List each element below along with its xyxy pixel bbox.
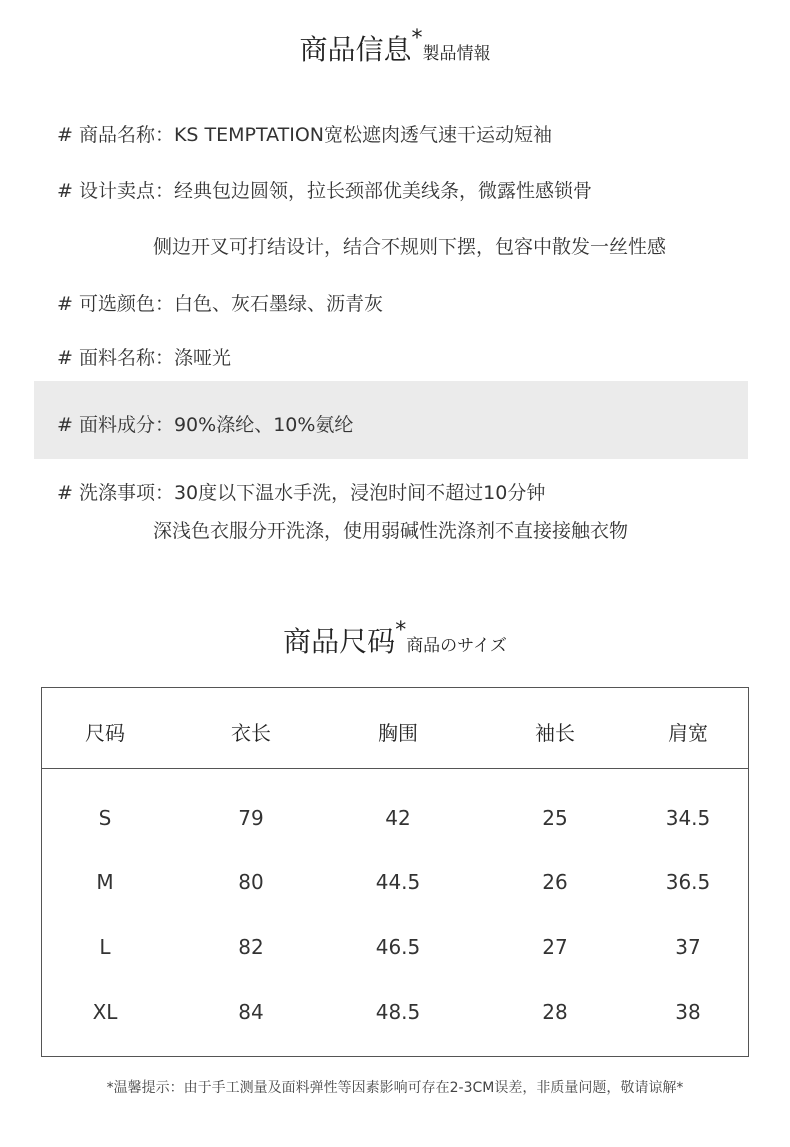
info-row-washing: [57, 478, 545, 505]
info-row-colors: [57, 289, 383, 316]
cell-shoulder: 37: [675, 935, 701, 959]
size-subtitle: 商品のサイズ: [406, 636, 507, 656]
header-sleeve: 袖长: [535, 721, 575, 745]
info-row-fabric-composition: [57, 410, 353, 437]
measurement-disclaimer: *温馨提示：由于手工测量及面料弹性等因素影响可存在2-3CM误差，非质量问题，敬请谅解*: [106, 1080, 684, 1096]
info-row-fabric-name: [57, 343, 231, 370]
cell-length: 84: [238, 1000, 264, 1024]
header-shoulder: 肩宽: [668, 721, 708, 745]
info-value: 涤哑光: [173, 347, 231, 369]
info-row-design-points-continued: 侧边开叉可打结设计，结合不规则下摆，包容中散发一丝性感: [153, 236, 667, 258]
info-value: KS TEMPTATION宽松遮肉透气速干运动短袖: [173, 124, 553, 146]
cell-chest: 42: [385, 806, 411, 830]
product-info-subtitle: 製品情報: [422, 44, 491, 64]
cell-size: S: [98, 806, 112, 830]
info-label: # 商品名称：: [57, 124, 174, 146]
product-info-title-text: 商品信息: [299, 33, 412, 66]
cell-length: 79: [238, 806, 264, 830]
size-section-title: [0, 620, 790, 660]
info-value: 经典包边圆领，拉长颈部优美线条，微露性感锁骨: [173, 180, 592, 202]
cell-chest: 46.5: [375, 935, 421, 959]
info-row-washing-continued: 深浅色衣服分开洗涤，使用弱碱性洗涤剂不直接接触衣物: [153, 520, 629, 542]
product-info-title: [0, 28, 790, 68]
header-size: 尺码: [85, 721, 125, 745]
cell-sleeve: 25: [542, 806, 568, 830]
size-table-header: [42, 688, 748, 769]
cell-length: 80: [238, 870, 264, 894]
cell-chest: 48.5: [375, 1000, 421, 1024]
size-table: [41, 687, 749, 1057]
info-label: # 面料成分：: [57, 414, 174, 436]
cell-shoulder: 34.5: [665, 806, 711, 830]
cell-shoulder: 36.5: [665, 870, 711, 894]
cell-chest: 44.5: [375, 870, 421, 894]
info-row-product-name: [57, 120, 552, 147]
title-star: *: [395, 618, 407, 643]
cell-size: XL: [92, 1000, 118, 1024]
header-length: 衣长: [231, 721, 271, 745]
cell-sleeve: 26: [542, 870, 568, 894]
cell-sleeve: 27: [542, 935, 568, 959]
info-value: 白色、灰石墨绿、沥青灰: [173, 293, 383, 315]
header-chest: 胸围: [378, 721, 418, 745]
cell-length: 82: [238, 935, 264, 959]
cell-size: L: [99, 935, 111, 959]
title-star: *: [411, 26, 423, 51]
size-title-text: 商品尺码: [283, 625, 396, 658]
cell-shoulder: 38: [675, 1000, 701, 1024]
info-value: 90%涤纶、10%氨纶: [173, 414, 354, 436]
info-value: 30度以下温水手洗，浸泡时间不超过10分钟: [173, 482, 546, 504]
cell-size: M: [96, 870, 114, 894]
info-label: # 洗涤事项：: [57, 482, 174, 504]
info-label: # 设计卖点：: [57, 180, 174, 202]
info-label: # 面料名称：: [57, 347, 174, 369]
info-label: # 可选颜色：: [57, 293, 174, 315]
cell-sleeve: 28: [542, 1000, 568, 1024]
info-row-design-points: [57, 176, 592, 203]
